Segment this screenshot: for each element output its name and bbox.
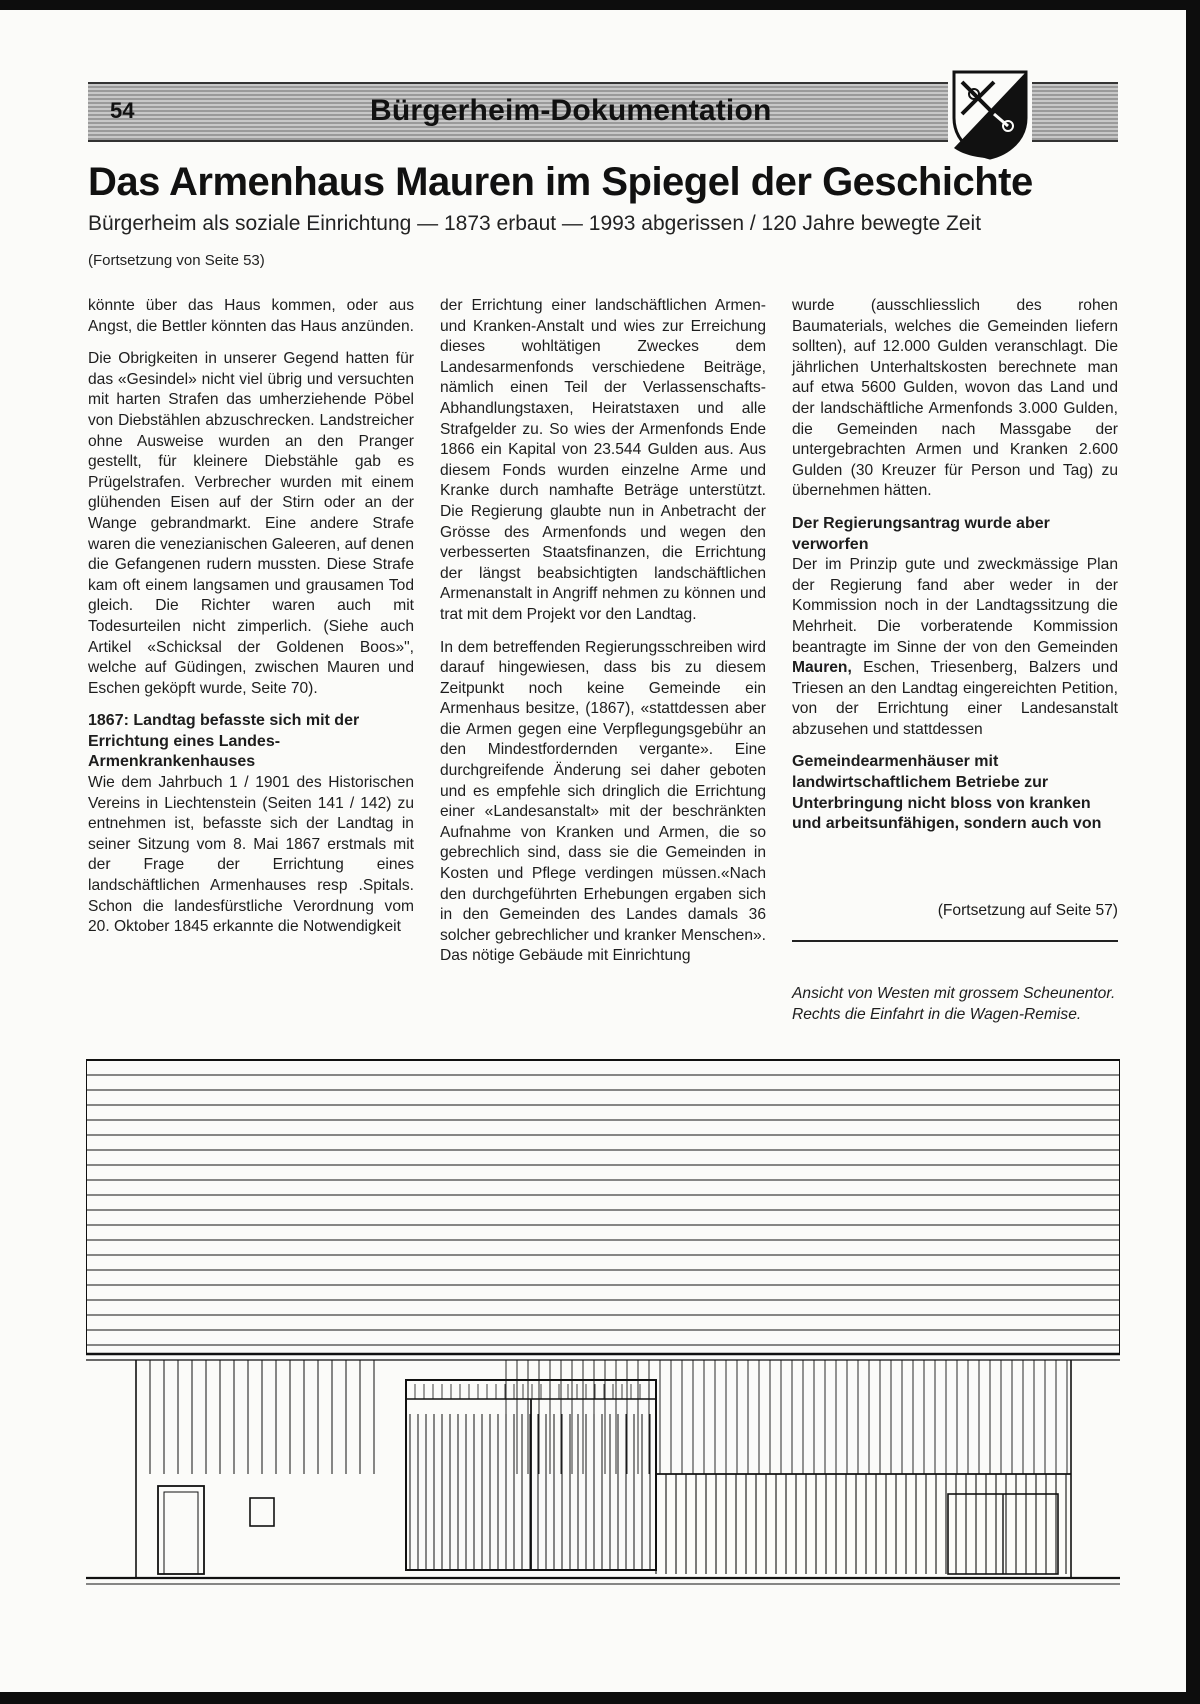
paragraph: Die Obrigkeiten in unserer Gegend hatten für das «Gesindel» nicht viel übrig und versuchten mit harten Strafen das umherziehende Pöbel von Diebstählen abzuschrecken. Landstreicher ohne Ausweise wurden an den Pranger gestellt, für kleinere Diebstähle gab es Prügelstrafen. Verbrecher wurden mit einem glühenden Eisen auf der Stirn oder an der Wange gebrandmarkt. Eine andere Strafe waren die venezianischen Galeeren, auf denen die Gefangenen rudern mussten. Diese Strafe kam oft einem langsamen und grausamen Tod gleich. Die Richter waren auch mit Todesurteilen nicht zimperlich. (Siehe auch Artikel «Schicksal der Goldenen Boos»", welche auf Güdingen, zwischen Mauren und Eschen geköpft wurde, Seite 70). bbox=[88, 350, 414, 697]
section-title: Bürgerheim-Dokumentation bbox=[370, 94, 772, 127]
coat-of-arms-icon bbox=[948, 68, 1032, 160]
paragraph: Wie dem Jahrbuch 1 / 1901 des Historischen Vereins in Liechtenstein (Seiten 141 / 142) zu entnehmen ist, befasste sich der Landtag in seiner Sitzung vom 8. Mai 1867 erstmals mit der Frage der Errichtung eines landschäftlichen Armenhauses resp .Spitals. Schon die landesfürstliche Verordnung vom 20. Oktober 1845 erkannte die Notwendigkeit bbox=[88, 774, 414, 936]
scan-border-top bbox=[0, 0, 1200, 10]
continued-from-note: (Fortsetzung von Seite 53) bbox=[88, 252, 265, 269]
subheading: Gemeindearmenhäuser mit landwirtschaftlichem Betriebe zur Unterbringung nicht bloss von kranken und arbeitsunfähigen, sondern auch von bbox=[792, 753, 1102, 833]
paragraph: In dem betreffenden Regierungsschreiben wird darauf hingewiesen, dass bis zu diesem Zeitpunkt noch keine Gemeinde ein Armenhaus besitze, (1867), «stattdessen aber die Armen gegen eine Verpflegungsgebühr an den Mindestfordernden vergante». Eine durchgreifende Änderung sei daher geboten und es empfehle sich dringlich die Errichtung einer «Landesanstalt» mit der beschränkten Aufnahme von Kranken und Armen, die so gebrechlich sind, dass sie die Gemeinden in Kosten und Pflege verdingen müssen.«Nach den durchgeführten Erhebungen ergaben sich in den Gemeinden des Landes damals 36 solcher gebrechlicher und kranker Menschen». Das nötige Gebäude mit Einrichtung bbox=[440, 638, 766, 965]
paragraph-text: Eschen, Triesenberg, Balzers und Triesen an den Landtag eingereichten Petition, von der Errichtung einer Landesanstalt abzusehen und stattdessen bbox=[792, 659, 1118, 738]
scan-border-bottom bbox=[0, 1692, 1200, 1704]
text-column-1 bbox=[88, 296, 414, 950]
paragraph-text: Der im Prinzip gute und zweckmässige Plan der Regierung fand aber weder in der Kommission noch in der Landtagssitzung die Mehrheit. Die vorberatende Kommission beantragte im Sinne der von den Gemeinden bbox=[792, 556, 1118, 656]
divider bbox=[792, 940, 1118, 942]
continued-to-note: (Fortsetzung auf Seite 57) bbox=[937, 902, 1118, 919]
text-column-3 bbox=[792, 296, 1118, 835]
paragraph bbox=[792, 555, 1118, 740]
text-column-2 bbox=[440, 296, 766, 979]
scan-border-right bbox=[1186, 0, 1200, 1704]
paragraph: der Errichtung einer landschäftlichen Armen- und Kranken-Anstalt und wies zur Erreichung dieses wohltätigen Zweckes dem Landesarmenfonds verschiedene Beiträge, nämlich einen Teil der Verlassenschafts-Abhandlungstaxen, Heiratstaxen und alle Strafgelder zu. So wies der Armenfonds Ende 1866 ein Kapital von 23.544 Gulden aus. Aus diesem Fonds wurden einzelne Arme und Kranke durch namhafte Beträge unterstützt. Die Regierung glaubte nun in Anbetracht der Grösse des Armenfonds und wegen den verbesserten Staatsfinanzen, die Errichtung der längst beabsichtigten landschäftlichen Armenanstalt in Angriff nehmen zu können und trat mit dem Projekt vor den Landtag. bbox=[440, 297, 766, 623]
page-number: 54 bbox=[110, 98, 135, 123]
paragraph: wurde (ausschliesslich des rohen Baumaterials, welches die Gemeinden liefern sollten), auf 12.000 Gulden veranschlagt. Die jährlichen Unterhaltskosten berechnete man auf etwa 5600 Gulden, wovon das Land und der landschäftliche Armenfonds 3.000 Gulden, die Gemeinden nach Massgabe der untergebrachten Armen und Kranken 2.600 Gulden (30 Kreuzer für Person und Tag) zu übernehmen hätten. bbox=[792, 297, 1118, 500]
article-subtitle: Bürgerheim als soziale Einrichtung — 1873 erbaut — 1993 abgerissen / 120 Jahre bewegte Zeit bbox=[88, 212, 982, 235]
paragraph: könnte über das Haus kommen, oder aus Angst, die Bettler könnten das Haus anzünden. bbox=[88, 297, 414, 335]
article-title: Das Armenhaus Mauren im Spiegel der Geschichte bbox=[88, 160, 1033, 204]
image-caption: Ansicht von Westen mit grossem Scheunentor. Rechts die Einfahrt in die Wagen-Remise. bbox=[792, 985, 1116, 1023]
subheading: Der Regierungsantrag wurde aber verworfen bbox=[792, 514, 1050, 553]
subheading: 1867: Landtag befasste sich mit der Errichtung eines Landes-Armenkrankenhauses bbox=[88, 712, 360, 771]
barn-elevation-drawing bbox=[86, 1054, 1120, 1594]
bold-place-name: Mauren, bbox=[792, 659, 852, 677]
